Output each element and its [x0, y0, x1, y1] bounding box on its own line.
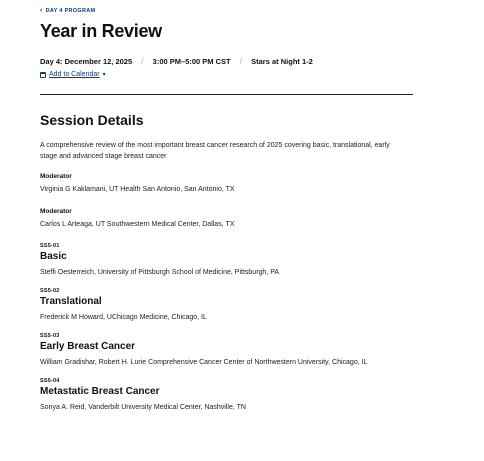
back-to-day-program-link[interactable] [40, 7, 413, 14]
session-location: Stars at Night 1-2 [251, 56, 313, 66]
session-item [40, 378, 413, 413]
section-title: Session Details [40, 112, 144, 128]
moderator-label: Moderator [40, 208, 72, 215]
moderator-label: Moderator [40, 173, 72, 180]
session-speaker: Steffi Oesterreich, University of Pittsburgh School of Medicine, Pittsburgh, PA [40, 269, 280, 276]
calendar-icon [40, 72, 46, 78]
meta-separator: / [141, 56, 144, 66]
session-speaker: Frederick M Howard, UChicago Medicine, Chicago, IL [40, 314, 207, 321]
moderator-name: Carlos L Arteaga, UT Southwestern Medical Center, Dallas, TX [40, 221, 235, 228]
session-title: Basic [40, 251, 67, 262]
session-title: Metastatic Breast Cancer [40, 386, 160, 397]
meta-separator: / [239, 56, 243, 66]
session-code: SS5-01 [40, 243, 60, 249]
session-item [40, 243, 413, 278]
session-item [40, 333, 413, 368]
chevron-left-icon: ‹ [40, 7, 43, 14]
session-item [40, 288, 413, 323]
session-page [40, 0, 413, 413]
back-link-label: DAY 4 PROGRAM [45, 7, 96, 14]
session-code: SS5-03 [40, 333, 60, 339]
session-description: A comprehensive review of the most important breast cancer research of 2025 covering basic, translational, early stage and advanced stage breast cancer [40, 142, 390, 160]
session-speaker: Sonya A. Reid, Vanderbilt University Medical Center, Nashville, TN [40, 404, 246, 411]
moderator-name: Virginia G Kaklamani, UT Health San Antonio, San Antonio, TX [40, 186, 235, 193]
section-divider [40, 94, 413, 95]
session-title: Translational [40, 296, 102, 307]
session-date: Day 4: December 12, 2025 [40, 56, 133, 66]
session-code: SS5-04 [40, 378, 60, 384]
session-time: 3:00 PM–5:00 PM CST [152, 56, 231, 66]
page-title: Year in Review [40, 21, 162, 41]
moderator-block [40, 208, 413, 230]
session-title: Early Breast Cancer [40, 341, 136, 352]
session-meta [40, 56, 413, 66]
session-code: SS5-02 [40, 288, 60, 294]
add-to-calendar-label: Add to Calendar [49, 71, 100, 78]
moderator-block [40, 173, 413, 195]
caret-down-icon: ▾ [102, 72, 106, 78]
add-to-calendar-button[interactable] [40, 71, 413, 78]
session-speaker: William Gradishar, Robert H. Lurie Comprehensive Cancer Center of Northwestern University, Chicago, IL [40, 359, 368, 366]
